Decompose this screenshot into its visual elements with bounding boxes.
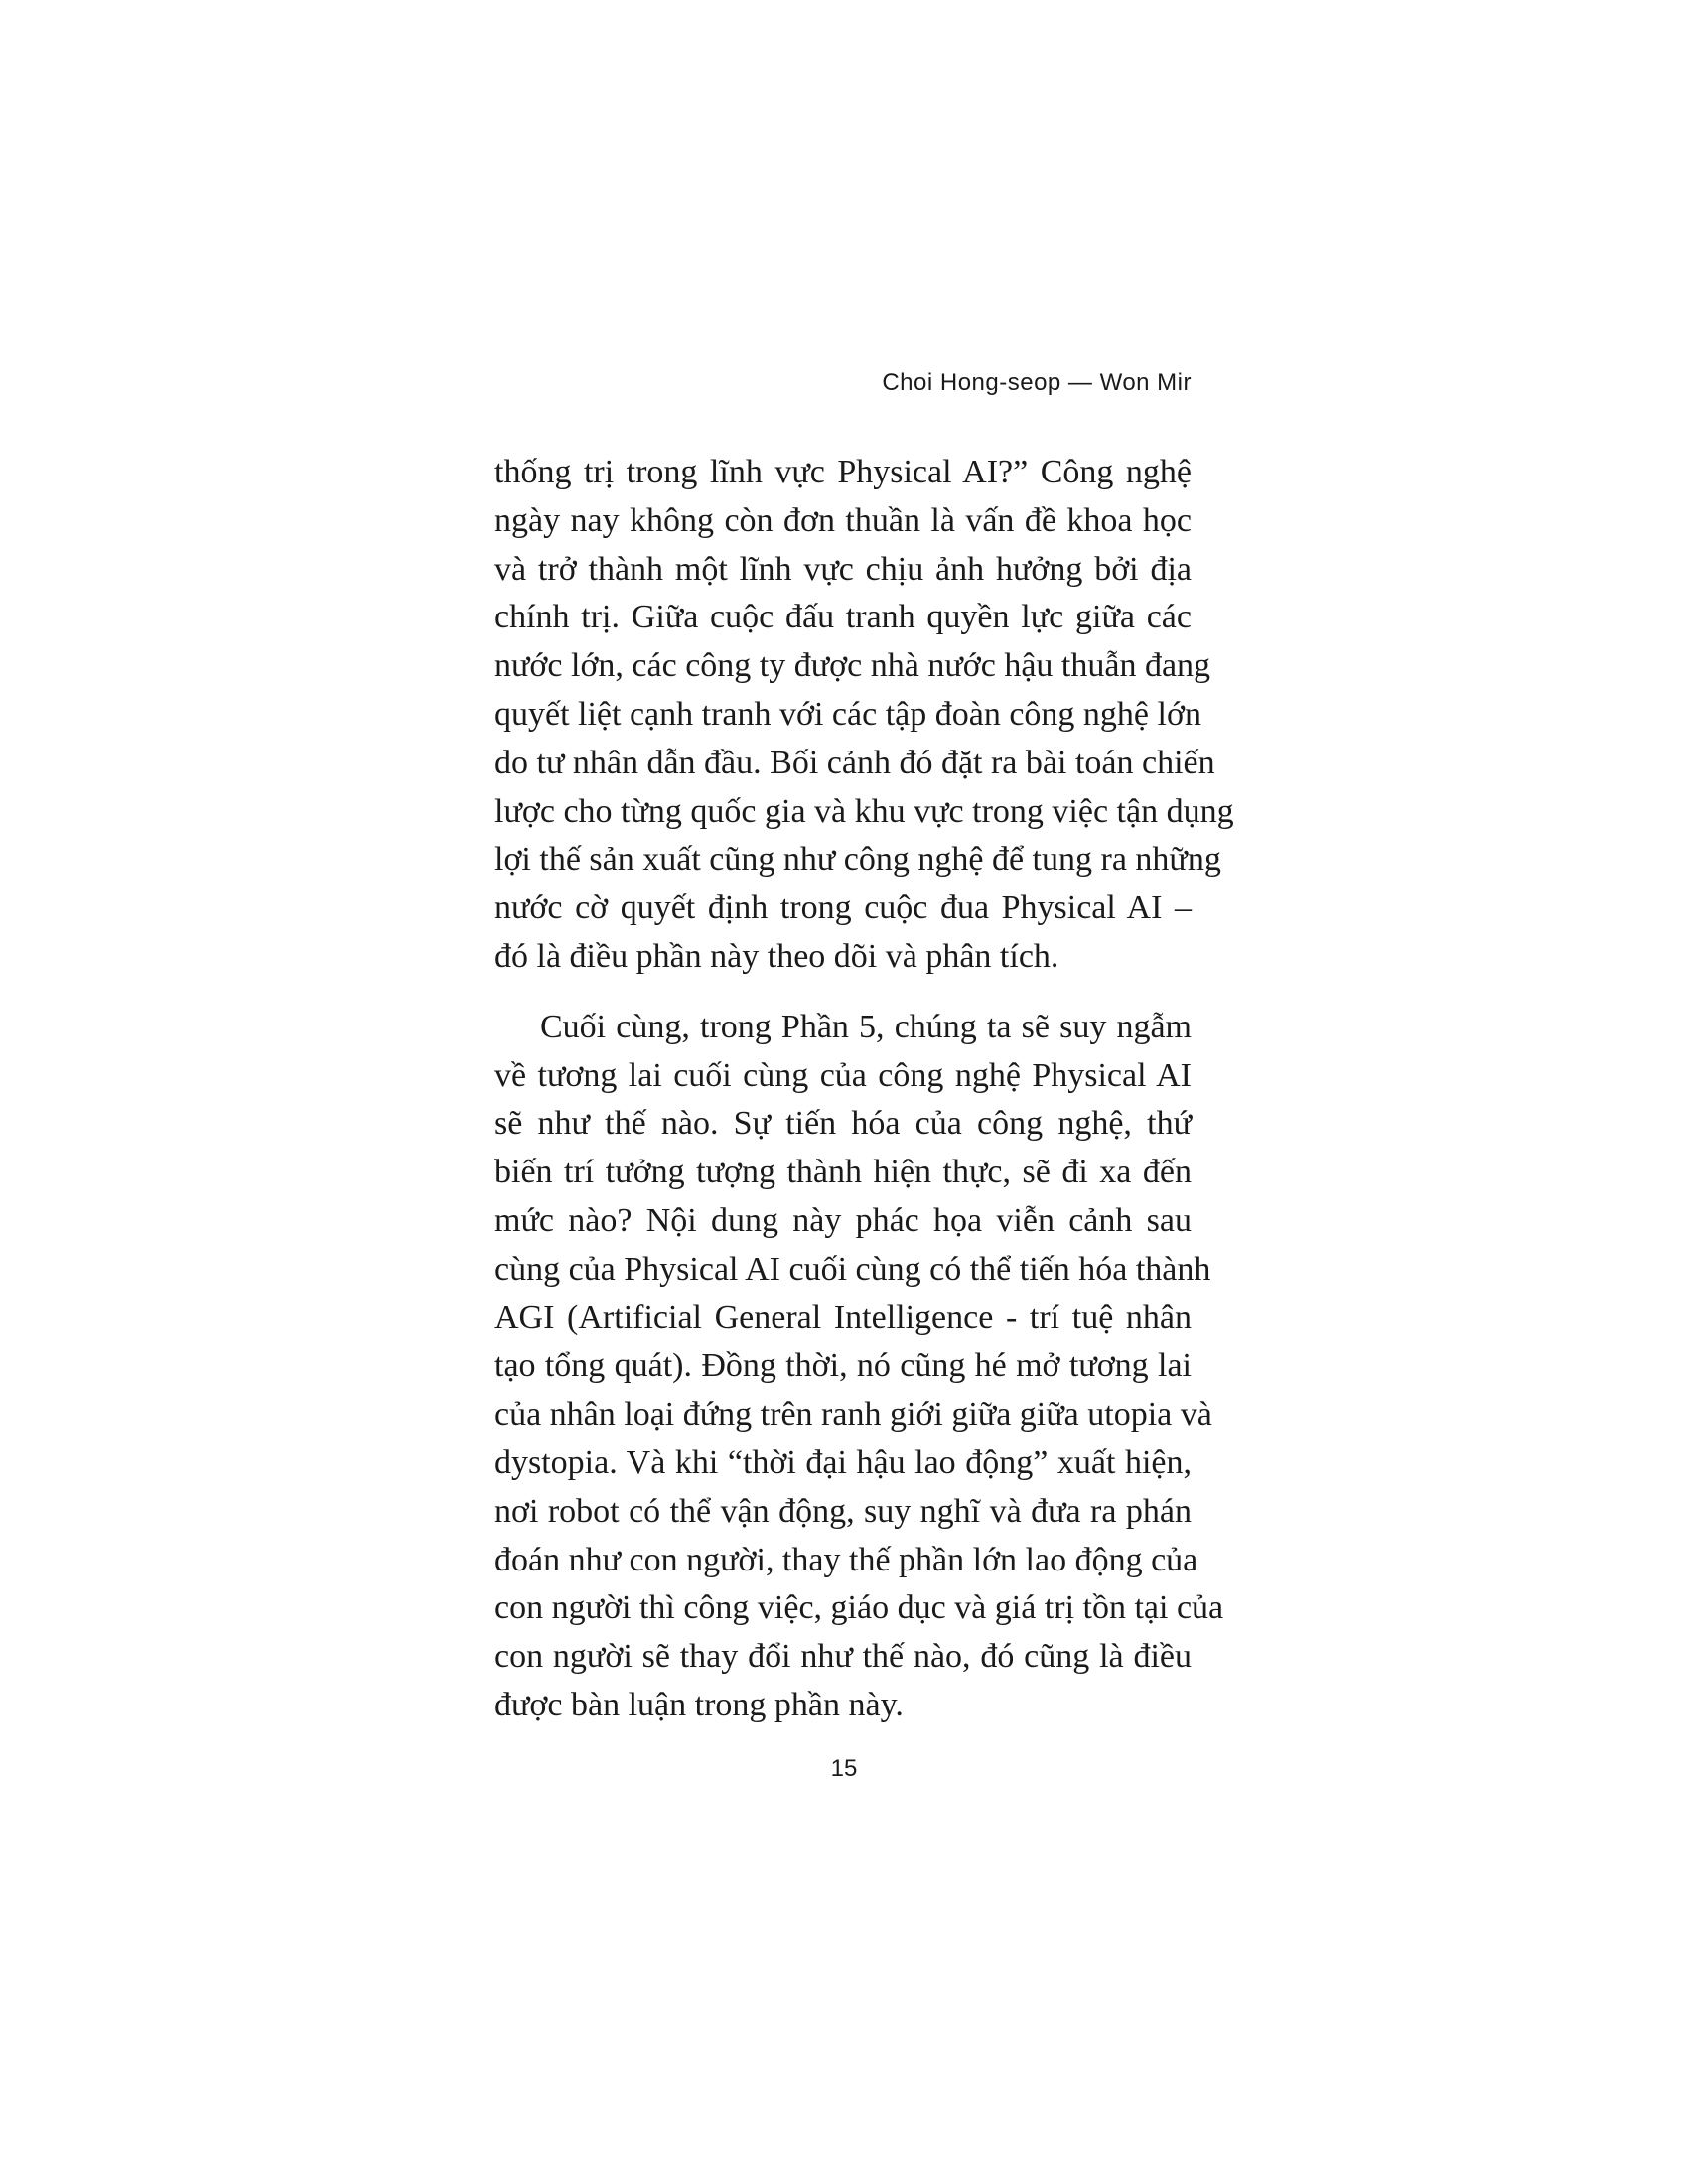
text-line: ngày nay không còn đơn thuần là vấn đề khoa học	[494, 501, 1192, 539]
paragraph-1	[494, 449, 1234, 982]
body-text	[494, 449, 1234, 1730]
text-line: lợi thế sản xuất cũng như công nghệ để tung ra những	[494, 841, 1221, 879]
text-line: được bàn luận trong phần này.	[494, 1686, 904, 1723]
text-line: con người thì công việc, giáo dục và giá trị tồn tại của	[494, 1589, 1224, 1627]
text-line: đó là điều phần này theo dõi và phân tích.	[494, 937, 1059, 975]
text-line: cùng của Physical AI cuối cùng có thể tiến hóa thành	[494, 1250, 1211, 1288]
text-line: nước lớn, các công ty được nhà nước hậu thuẫn đang	[494, 647, 1211, 685]
text-line: về tương lai cuối cùng của công nghệ Physical AI	[494, 1056, 1192, 1094]
text-line: quyết liệt cạnh tranh với các tập đoàn công nghệ lớn	[494, 695, 1201, 733]
text-line: Cuối cùng, trong Phần 5, chúng ta sẽ suy ngẫm	[540, 1008, 1192, 1045]
page-number: 15	[830, 1755, 858, 1782]
text-line: AGI (Artificial General Intelligence - trí tuệ nhân	[494, 1298, 1192, 1336]
text-line: của nhân loại đứng trên ranh giới giữa giữa utopia và	[494, 1396, 1212, 1433]
text-line: đoán như con người, thay thế phần lớn lao động của	[494, 1541, 1198, 1578]
text-line: do tư nhân dẫn đầu. Bối cảnh đó đặt ra bài toán chiến	[494, 744, 1215, 781]
text-line: mức nào? Nội dung này phác họa viễn cảnh sau	[494, 1201, 1192, 1239]
text-line: sẽ như thế nào. Sự tiến hóa của công nghệ, thứ	[494, 1105, 1192, 1143]
text-line: chính trị. Giữa cuộc đấu tranh quyền lực giữa các	[494, 599, 1192, 636]
text-line: dystopia. Và khi “thời đại hậu lao động” xuất hiện,	[494, 1443, 1192, 1481]
text-line: thống trị trong lĩnh vực Physical AI?” Công nghệ	[494, 454, 1192, 490]
paragraph-2	[494, 1004, 1224, 1730]
text-line: lược cho từng quốc gia và khu vực trong việc tận dụng	[494, 792, 1234, 830]
text-line: biến trí tưởng tượng thành hiện thực, sẽ đi xa đến	[494, 1154, 1192, 1191]
text-line: con người sẽ thay đổi như thế nào, đó cũng là điều	[494, 1638, 1192, 1676]
text-line: nước cờ quyết định trong cuộc đua Physical AI –	[494, 889, 1192, 927]
text-line: tạo tổng quát). Đồng thời, nó cũng hé mở tương lai	[494, 1347, 1192, 1385]
running-header: Choi Hong-seop — Won Mir	[882, 369, 1192, 396]
paragraph-spacer	[494, 982, 1192, 1004]
text-line: nơi robot có thể vận động, suy nghĩ và đưa ra phán	[494, 1492, 1192, 1530]
text-line: và trở thành một lĩnh vực chịu ảnh hưởng bởi địa	[494, 550, 1192, 588]
